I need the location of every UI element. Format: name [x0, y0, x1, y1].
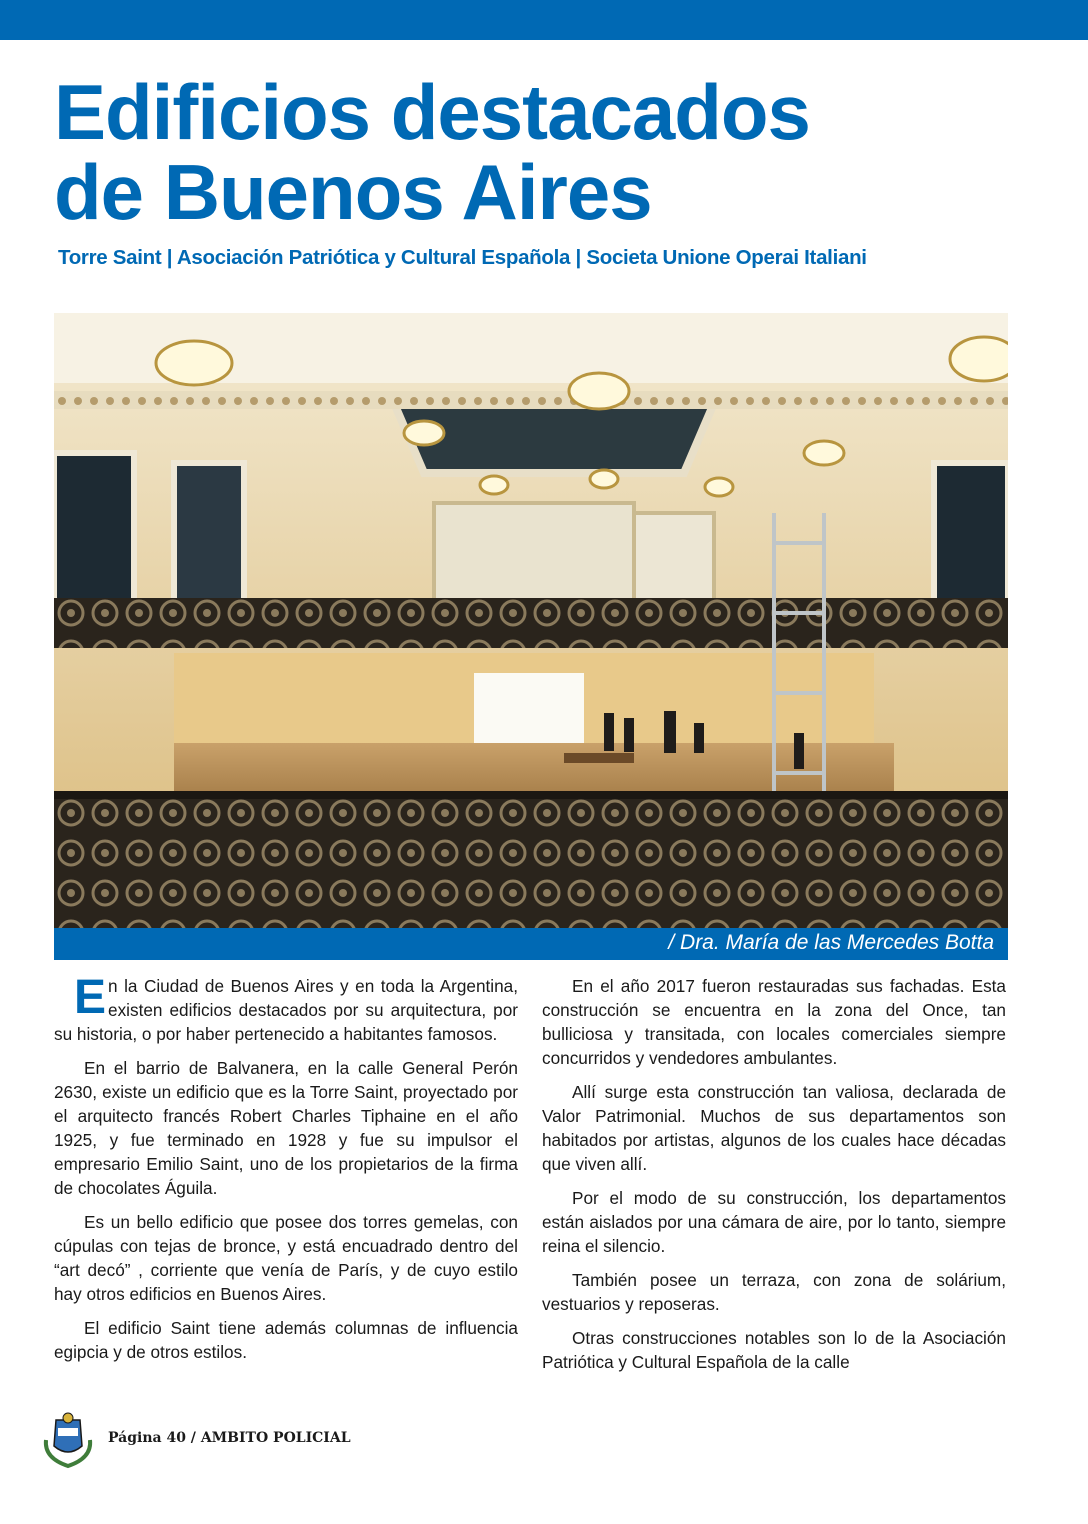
title-line-2: de Buenos Aires [54, 148, 652, 236]
paragraph-5: En el año 2017 fueron restauradas sus fachadas. Esta construcción se encuentra en la zona del Once, tan bulliciosa y transitada, con locales comerciales siempre concurridos y vendedores ambulantes. [542, 976, 1006, 1068]
article-column-right [542, 974, 1006, 1384]
page-number: Página 40 [108, 1430, 186, 1446]
paragraph-9: Otras construcciones notables son lo de la Asociación Patriótica y Cultural Española de la calle [542, 1328, 1006, 1372]
police-crest-icon [40, 1410, 96, 1470]
top-color-bar [0, 0, 1088, 40]
author-credit: / Dra. María de las Mercedes Botta [668, 931, 994, 954]
page-footer [40, 1410, 540, 1470]
paragraph-8: También posee un terraza, con zona de solárium, vestuarios y reposeras. [542, 1270, 1006, 1314]
article-title [54, 68, 810, 236]
magazine-name: AMBITO POLICIAL [200, 1430, 351, 1446]
photo-caption-bar [54, 928, 1008, 960]
article-column-left [54, 971, 518, 1374]
paragraph-4: El edificio Saint tiene además columnas de influencia egipcia y de otros estilos. [54, 1318, 518, 1362]
title-line-1: Edificios destacados [54, 68, 810, 156]
paragraph-2: En el barrio de Balvanera, en la calle General Perón 2630, existe un edificio que es la Torre Saint, proyectado por el arquitecto francés Robert Charles Tiphaine en el año 1925, y fue terminado en 1928 y fue su impulsor el empresario Emilio Saint, uno de los propietarios de la firma de chocolates Águila. [54, 1058, 518, 1198]
paragraph-7: Por el modo de su construcción, los departamentos están aislados por una cámara de aire, por lo tanto, siempre reina el silencio. [542, 1188, 1006, 1256]
footer-separator: / [185, 1430, 201, 1446]
paragraph-6: Allí surge esta construcción tan valiosa, declarada de Valor Patrimonial. Muchos de sus departamentos son habitados por artistas, algunos de los cuales hace décadas que viven allí. [542, 1082, 1006, 1174]
page-label [108, 1430, 351, 1446]
paragraph-1 [54, 971, 518, 1046]
paragraph-1-text: n la Ciudad de Buenos Aires y en toda la Argentina, existen edificios destacados por su arquitectura, por su historia, o por haber pertenecido a habitantes famosos. [54, 976, 518, 1044]
article-photo [54, 313, 1008, 928]
drop-cap: E [74, 971, 107, 1024]
paragraph-3: Es un bello edificio que posee dos torres gemelas, con cúpulas con tejas de bronce, y está encuadrado dentro del “art decó” , corriente que venía de París, y de cuyo estilo hay otros edificios en Buenos Aires. [54, 1212, 518, 1304]
building-interior-illustration [54, 313, 1008, 928]
article-subtitle: Torre Saint | Asociación Patriótica y Cultural Española | Societa Unione Operai Italiani [58, 246, 867, 269]
